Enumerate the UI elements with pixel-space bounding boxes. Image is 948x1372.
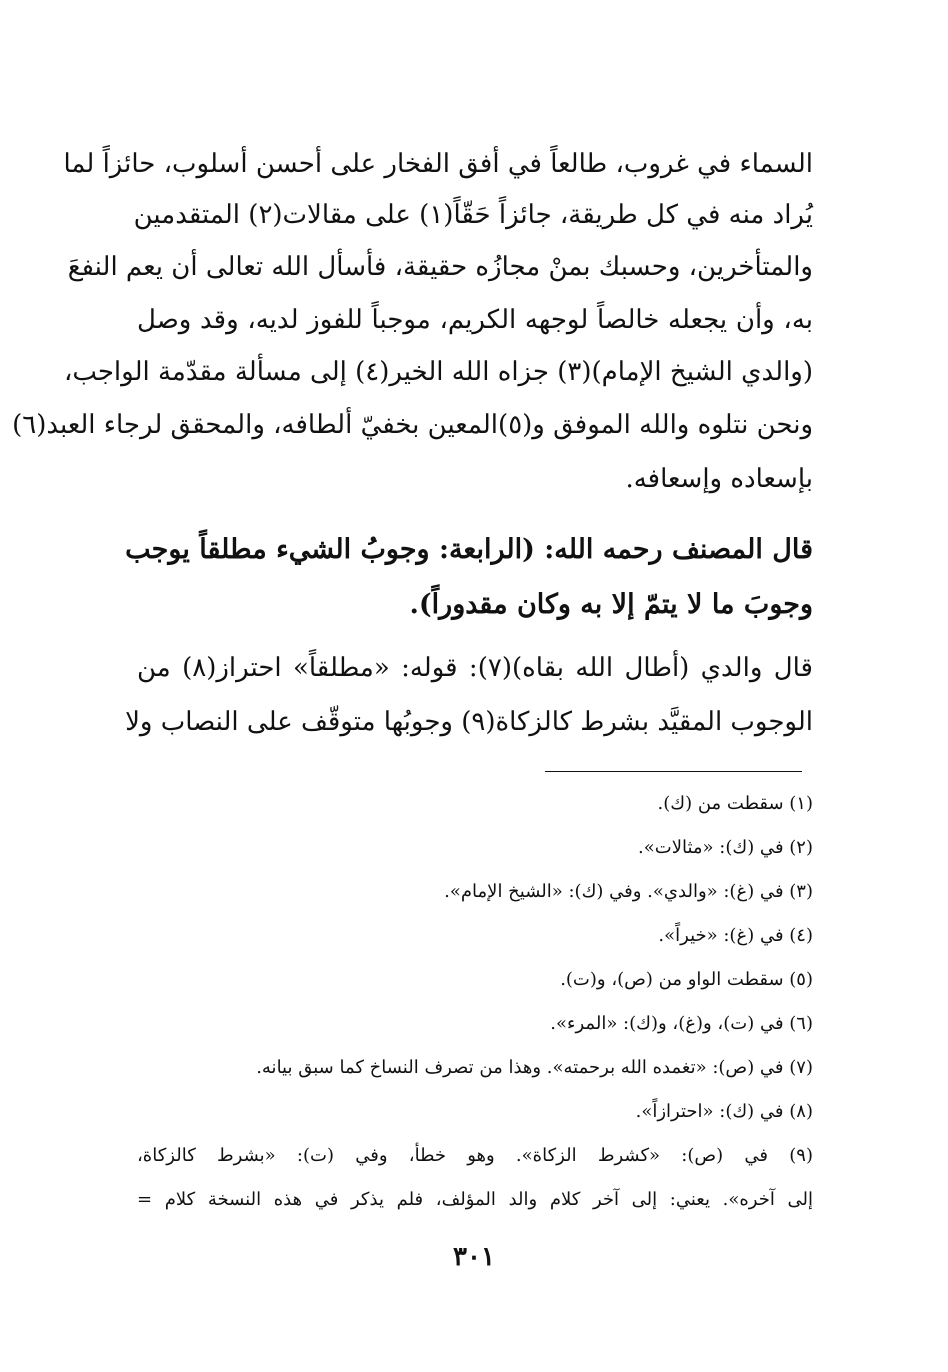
commentary-line: قال والدي (أطال الله بقاه)(٧): قوله: «مطلقاً» احتراز(٨) من <box>137 653 813 683</box>
body-line: (والدي الشيخ الإمام)(٣) جزاه الله الخير(٤) إلى مسألة مقدّمة الواجب، <box>63 357 813 387</box>
author-quote-line: قال المصنف رحمه الله: (الرابعة: وجوبُ الشيء مطلقاً يوجب <box>125 534 813 565</box>
page-number: ٣٠١ <box>453 1242 495 1272</box>
footnote: (٥) سقطت الواو من (ص)، و(ت). <box>560 969 813 990</box>
footnote: (٦) في (ت)، و(غ)، و(ك): «المرء». <box>550 1013 813 1034</box>
footnote: (٨) في (ك): «احترازاً». <box>635 1101 813 1122</box>
author-quote-line: وجوبَ ما لا يتمّ إلا به وكان مقدوراً). <box>409 589 813 620</box>
body-line: والمتأخرين، وحسبك بمنْ مجازُه حقيقة، فأسأل الله تعالى أن يعم النفعَ <box>67 252 813 282</box>
footnote-separator <box>545 771 802 772</box>
footnote: (٩) في (ص): «كشرط الزكاة». وهو خطأ، وفي (ت): «بشرط كالزكاة، <box>137 1145 813 1166</box>
body-line: يُراد منه في كل طريقة، جائزاً حَقّاً(١) على مقالات(٢) المتقدمين <box>133 200 813 230</box>
body-line: ونحن نتلوه والله الموفق و(٥)المعين بخفيّ ألطافه، والمحقق لرجاء العبد(٦) <box>12 410 813 440</box>
body-line: به، وأن يجعله خالصاً لوجهه الكريم، موجباً للفوز لديه، وقد وصل <box>137 305 813 335</box>
commentary-line: الوجوب المقيَّد بشرط كالزكاة(٩) وجوبُها متوقّف على النصاب ولا <box>125 707 813 737</box>
footnote-continuation: إلى آخره». يعني: إلى آخر كلام والد المؤلف، فلم يذكر في هذه النسخة كلام = <box>137 1189 813 1210</box>
body-line: بإسعاده وإسعافه. <box>625 464 813 494</box>
footnote: (٢) في (ك): «مثالات». <box>638 837 813 858</box>
footnote: (٣) في (غ): «والدي». وفي (ك): «الشيخ الإمام». <box>444 881 813 902</box>
body-line: السماء في غروب، طالعاً في أفق الفخار على أحسن أسلوب، حائزاً لما <box>63 149 813 179</box>
footnote: (٤) في (غ): «خيراً». <box>658 925 813 946</box>
footnote: (١) سقطت من (ك). <box>657 793 813 814</box>
footnote: (٧) في (ص): «تغمده الله برحمته». وهذا من تصرف النساخ كما سبق بيانه. <box>256 1057 813 1078</box>
